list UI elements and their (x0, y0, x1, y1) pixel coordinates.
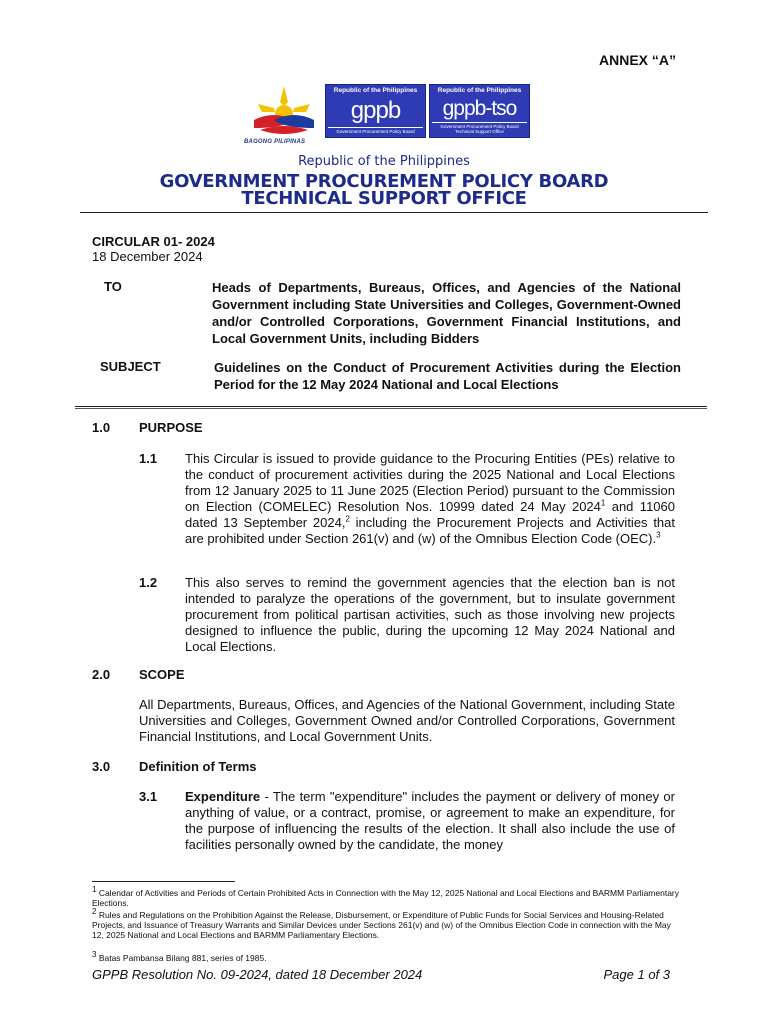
header-republic: Republic of the Philippines (298, 154, 470, 169)
footnote-3-mark: 3 (92, 950, 97, 960)
annex-label: ANNEX “A” (598, 52, 676, 68)
para-1-1-part-b: and 11060 dated 13 September 2024, (185, 499, 675, 530)
tso-logo-bottom: Government Procurement Policy Board Technical Support Office (432, 122, 527, 134)
footnote-1 (92, 885, 682, 908)
section-3-number: 3.0 (92, 759, 111, 774)
circular-number: CIRCULAR 01- 2024 (92, 234, 215, 249)
footnote-1-mark: 1 (92, 885, 97, 895)
footnote-3-text: Batas Pambansa Bilang 881, series of 1985. (96, 953, 267, 963)
para-1-1-number: 1.1 (139, 451, 158, 466)
footnote-2 (92, 907, 682, 940)
header-org-line1: GOVERNMENT PROCUREMENT POLICY BOARD (159, 171, 609, 192)
tso-logo-top: Republic of the Philippines (437, 87, 522, 94)
para-3-1-definition: - The term "expenditure" includes the payment or delivery of money or anything of value, or a contract, promise, or agreement to make an expenditure, for the purpose of influencing the results of the election. It shall also include the use of facilities personally owned by the candidate, the money (185, 789, 675, 852)
header-org-line2: TECHNICAL SUPPORT OFFICE (241, 188, 527, 209)
section-2-number: 2.0 (92, 667, 111, 682)
subject-divider-second (75, 408, 707, 409)
circular-date: 18 December 2024 (92, 249, 203, 264)
footnote-ref-2: 2 (345, 514, 350, 524)
para-3-1-number: 3.1 (139, 789, 158, 804)
section-2-title: SCOPE (139, 667, 185, 682)
footnote-ref-1: 1 (600, 498, 606, 508)
gppb-logo-mark: gppb (350, 97, 401, 124)
section-2-text: All Departments, Bureaus, Offices, and Agencies of the National Government, including State Universities and Colleges, Government Owned and/or Controlled Corporations, Government Financial Institutions, and Local Government Units. (139, 697, 675, 744)
footer-page-number: Page 1 of 3 (603, 967, 670, 982)
para-1-2-text: This also serves to remind the government agencies that the election ban is not intended to paralyze the operations of the government, but to insulate government procurement from political partisan activities, such as those involving new projects designed to influence the public, during the upcoming 12 May 2024 National and Local Elections. (185, 575, 675, 654)
para-1-1-text (185, 451, 675, 547)
section-1-number: 1.0 (92, 420, 111, 435)
footnote-3 (92, 950, 682, 963)
to-text: Heads of Departments, Bureaus, Offices, and Agencies of the National Government including State Universities and Colleges, Government-Owned and/or Controlled Corporations, Government Financial Institutions, and Local Government Units, including Bidders (212, 280, 681, 346)
gppb-logo-top: Republic of the Philippines (333, 87, 418, 94)
footnote-divider (92, 881, 235, 882)
footer-resolution: GPPB Resolution No. 09-2024, dated 18 December 2024 (92, 967, 423, 982)
bagong-pilipinas-seal-icon (247, 84, 321, 146)
footnote-ref-3: 3 (656, 530, 661, 540)
footnote-2-text: Rules and Regulations on the Prohibition Against the Release, Disbursement, or Expenditure of Public Funds for Social Services and Housing-Related Projects, and Issuance of Treasury Warrants and Similar Devices under Sections 261(v) and (w) of the Omnibus Election Code in connection with the May 12, 2025 National and Local Elections and BARMM Parliamentary Elections. (92, 910, 671, 940)
para-1-1-part-c: including the Procurement Projects and Activities that are prohibited under Section 261(v) and (w) of the Omnibus Election Code (OEC). (185, 515, 676, 546)
section-3-title: Definition of Terms (139, 759, 257, 774)
header-divider (80, 212, 708, 213)
para-1-2-number: 1.2 (139, 575, 158, 590)
section-1-title: PURPOSE (139, 420, 203, 435)
gppb-logo (325, 84, 426, 138)
term-expenditure: Expenditure (185, 789, 261, 804)
gppb-logo-bottom: Government Procurement Policy Board (328, 127, 423, 134)
para-1-1-part-a: This Circular is issued to provide guidance to the Procuring Entities (PEs) relative to the conduct of procurement activities during the 2025 National and Local Elections from 12 January 2025 to 11 June 2025 (Election Period) pursuant to the Commission on Election (COMELEC) Resolution Nos. 10999 dated 24 May 2024 (185, 451, 675, 514)
subject-divider (75, 406, 707, 407)
footnote-2-mark: 2 (92, 907, 97, 917)
seal-caption: BAGONG PILIPINAS (244, 139, 306, 145)
to-label: TO (104, 279, 122, 294)
subject-text: Guidelines on the Conduct of Procurement Activities during the Election Period for the 12 May 2024 National and Local Elections (214, 360, 681, 392)
footnote-1-text: Calendar of Activities and Periods of Certain Prohibited Acts in Connection with the May 12, 2025 National and Local Elections and BARMM Parliamentary Elections. (92, 888, 680, 908)
tso-logo-mark: gppb-tso (442, 97, 517, 120)
subject-label: SUBJECT (100, 359, 161, 374)
gppb-tso-logo (429, 84, 530, 138)
para-3-1-text (185, 789, 675, 853)
